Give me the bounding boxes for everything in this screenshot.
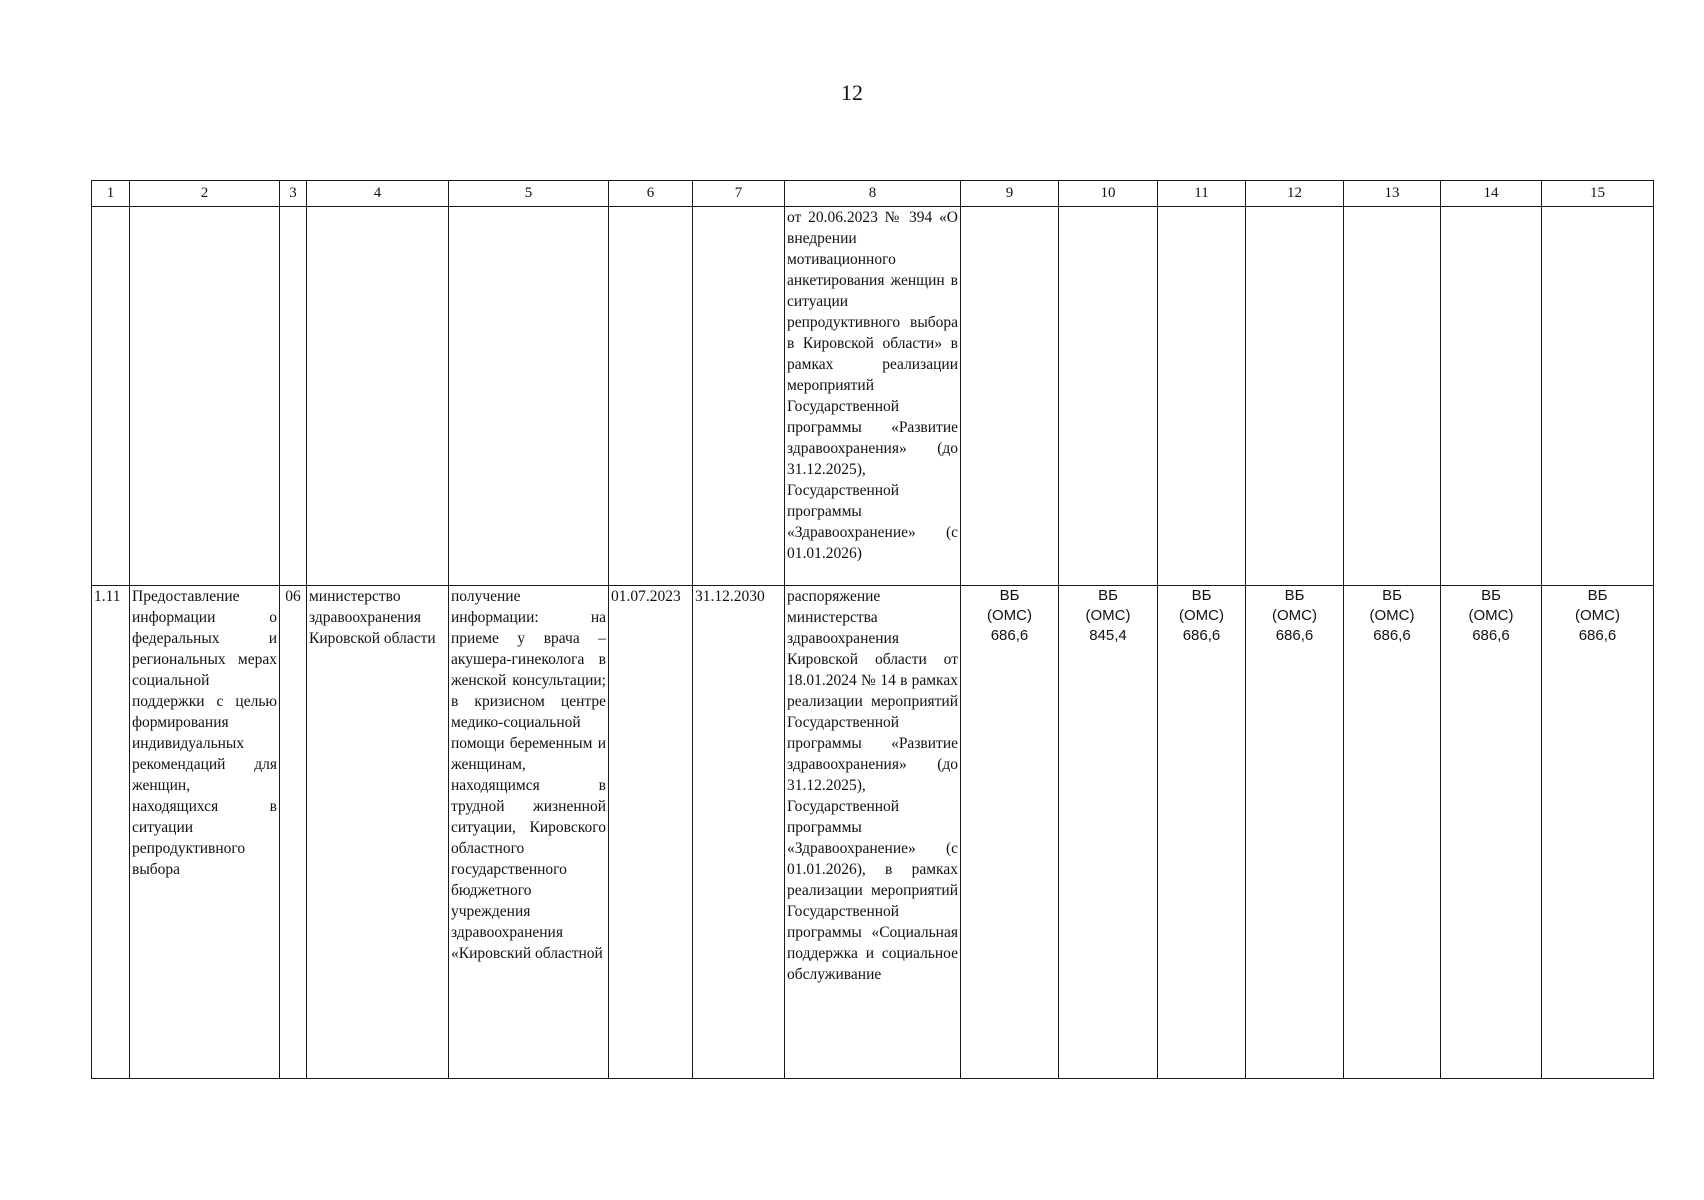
cell-empty [280,207,307,586]
cell-empty [1344,207,1441,586]
header-cell-15: 15 [1542,181,1654,207]
funding-amount: 845,4 [1089,627,1127,644]
funding-source: ВБ [1284,587,1305,604]
funding-type: (ОМС) [1575,607,1620,624]
cell-empty [1441,207,1542,586]
funding-amount: 686,6 [1472,627,1510,644]
executor: министерство здравоохранения Кировской области [307,586,449,1079]
legal-basis: распоряжение министерства здравоохранения Кировской области от 18.01.2024 № 14 в рамках реализации мероприятий Государственной программы «Развитие здравоохранения» (до 31.12.2025), Государственной программы «Здравоохранение» (с 01.01.2026), в рамках реализации мероприятий Государственной программы «Социальная поддержка и социальное обслуживание [785,586,961,1079]
funding-source: ВБ [1481,587,1501,604]
end-date: 31.12.2030 [693,586,785,1079]
funding-cell [961,586,1059,1079]
funding-source: ВБ [1098,587,1118,604]
funding-source: ВБ [1587,587,1608,604]
funding-type: (ОМС) [1179,607,1224,624]
cell-empty [693,207,785,586]
cell-empty [92,207,130,586]
legal-basis-continuation: от 20.06.2023 № 394 «О внедрении мотивационного анкетирования женщин в ситуации репродуктивного выбора в Кировской области» в рамках реализации мероприятий Государственной программы «Развитие здравоохранения» (до 31.12.2025), Государственной программы «Здравоохранение» (с 01.01.2026) [785,207,961,586]
page-number: 12 [841,80,863,105]
funding-type: (ОМС) [1085,607,1131,624]
funding-amount: 686,6 [990,627,1029,644]
funding-amount: 686,6 [1373,627,1411,644]
expected-result: получение информации: на приеме у врача – акушера-гинеколога в женской консультации; в кризисном центре медико-социальной помощи беременным и женщинам, находящимся в трудной жизненной ситуации, Кировского областного государственного бюджетного учреждения здравоохранения «Кировский областной [449,586,609,1079]
header-cell-5: 5 [449,181,609,207]
header-cell-11: 11 [1158,181,1246,207]
cell-empty [1246,207,1344,586]
measure-name: Предоставление информации о федеральных и региональных мерах социальной поддержки с целью формирования индивидуальных рекомендаций для женщин, находящихся в ситуации репродуктивного выбора [130,586,280,1079]
funding-type: (ОМС) [1468,607,1514,624]
cell-empty [130,207,280,586]
header-cell-9: 9 [961,181,1059,207]
cell-empty [961,207,1059,586]
funding-amount: 686,6 [1182,627,1221,644]
header-cell-10: 10 [1059,181,1158,207]
cell-empty [609,207,693,586]
funding-type: (ОМС) [1272,607,1317,624]
funding-cell [1246,586,1344,1079]
cell-empty [449,207,609,586]
header-cell-12: 12 [1246,181,1344,207]
header-cell-3: 3 [280,181,307,207]
funding-type: (ОМС) [987,607,1032,624]
funding-cell [1441,586,1542,1079]
header-cell-13: 13 [1344,181,1441,207]
funding-cell [1059,586,1158,1079]
funding-cell [1158,586,1246,1079]
funding-source: ВБ [1191,587,1212,604]
header-cell-8: 8 [785,181,961,207]
header-cell-1: 1 [92,181,130,207]
header-cell-4: 4 [307,181,449,207]
code: 06 [280,586,307,1079]
funding-cell [1542,586,1654,1079]
funding-source: ВБ [999,587,1020,604]
funding-amount: 686,6 [1578,627,1617,644]
cell-empty [1542,207,1654,586]
funding-cell [1344,586,1441,1079]
plan-table [91,180,1654,1079]
table-row-1-11 [92,586,1654,1079]
start-date: 01.07.2023 [609,586,693,1079]
table-row-continuation [92,207,1654,586]
header-cell-6: 6 [609,181,693,207]
header-cell-14: 14 [1441,181,1542,207]
cell-empty [1158,207,1246,586]
funding-source: ВБ [1382,587,1402,604]
header-cell-2: 2 [130,181,280,207]
funding-type: (ОМС) [1369,607,1415,624]
cell-empty [307,207,449,586]
header-cell-7: 7 [693,181,785,207]
funding-amount: 686,6 [1275,627,1314,644]
header-row [92,181,1654,207]
row-number: 1.11 [92,586,130,1079]
cell-empty [1059,207,1158,586]
